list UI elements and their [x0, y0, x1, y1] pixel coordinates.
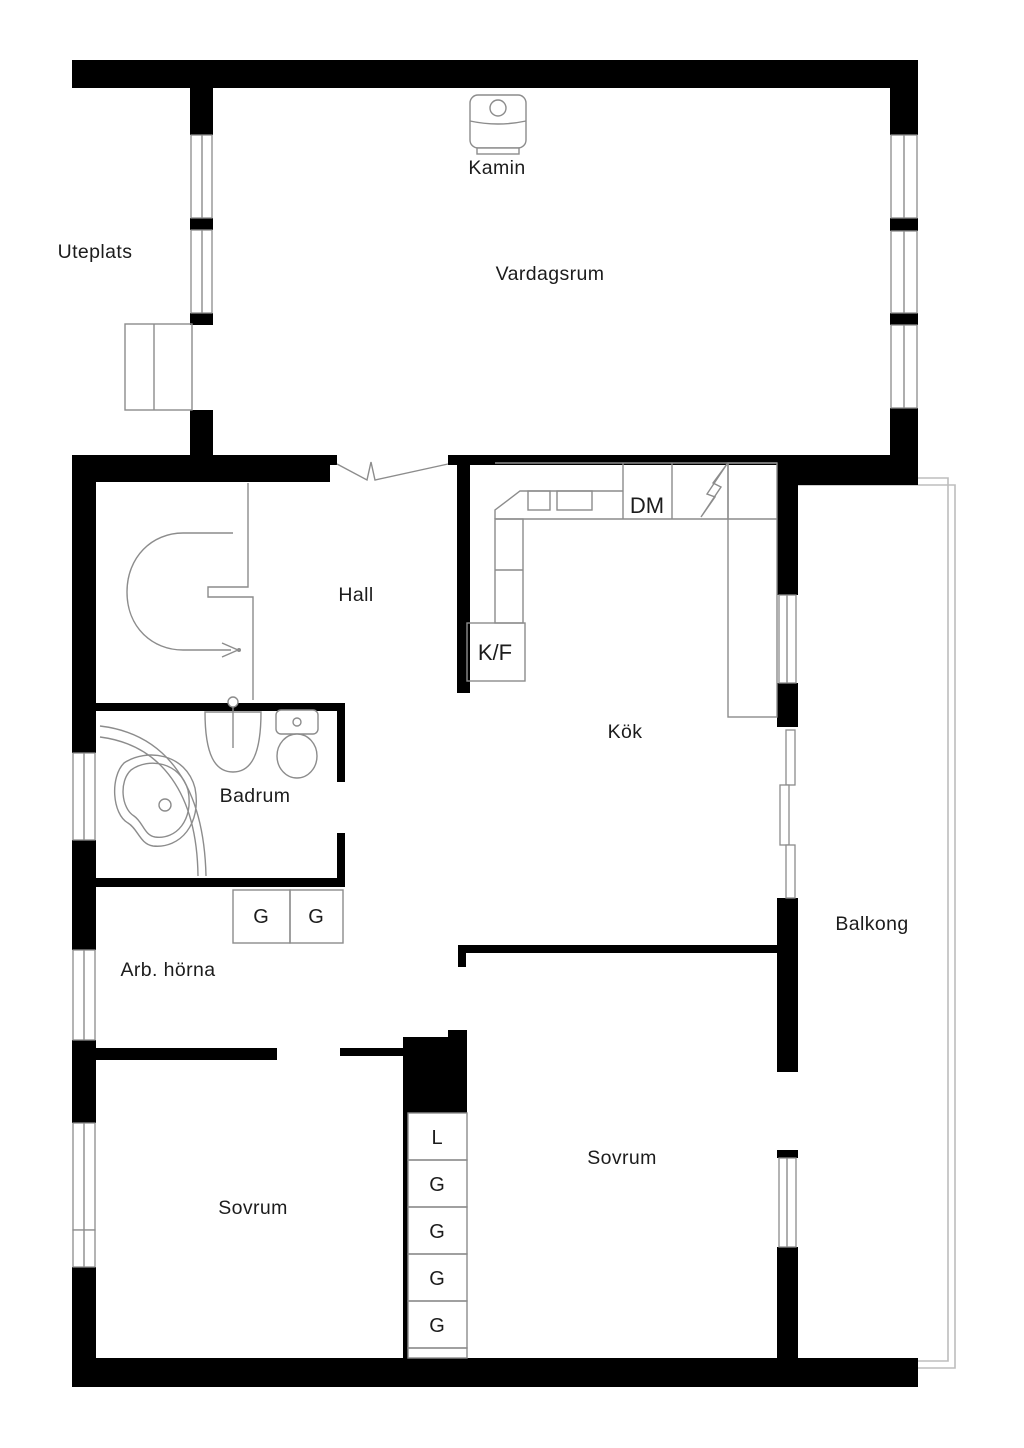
closet-label-g: G [308, 906, 324, 928]
wall-top [72, 60, 918, 88]
window [191, 135, 212, 218]
room-label-kok: Kök [607, 721, 643, 743]
wall-hall-top [72, 455, 330, 482]
window [73, 1123, 95, 1230]
fixture-label-dm: DM [629, 493, 665, 518]
closet-label-g: G [429, 1315, 445, 1337]
fixture-label-kf: K/F [477, 640, 513, 665]
window [73, 1230, 95, 1267]
fixture-label-kamin: Kamin [468, 157, 526, 179]
closet-block [403, 1037, 467, 1113]
window [73, 753, 95, 840]
wall-badrum-bottom [96, 878, 345, 887]
room-label-sovrum-left: Sovrum [218, 1197, 288, 1219]
window [73, 950, 95, 1040]
window [779, 595, 796, 683]
room-label-sovrum-right: Sovrum [587, 1147, 657, 1169]
room-label-arb-horna: Arb. hörna [120, 959, 216, 981]
room-label-uteplats: Uteplats [57, 241, 133, 263]
window [891, 231, 917, 313]
wall-hall-kitchen [457, 465, 470, 693]
room-label-hall: Hall [338, 584, 374, 606]
closet-label-l: L [431, 1127, 443, 1149]
window [779, 1158, 796, 1247]
room-label-balkong: Balkong [835, 913, 909, 935]
kamin-icon [470, 95, 526, 154]
closet-label-g: G [429, 1268, 445, 1290]
room-label-vardagsrum: Vardagsrum [495, 263, 605, 285]
room-label-badrum: Badrum [219, 785, 291, 807]
window [891, 135, 917, 218]
closet-label-g: G [429, 1174, 445, 1196]
wall-kok-sovrum [458, 945, 798, 953]
window [191, 230, 212, 313]
closet-label-g: G [429, 1221, 445, 1243]
window [891, 325, 917, 408]
toilet-icon [276, 710, 318, 778]
closet-label-g: G [253, 906, 269, 928]
